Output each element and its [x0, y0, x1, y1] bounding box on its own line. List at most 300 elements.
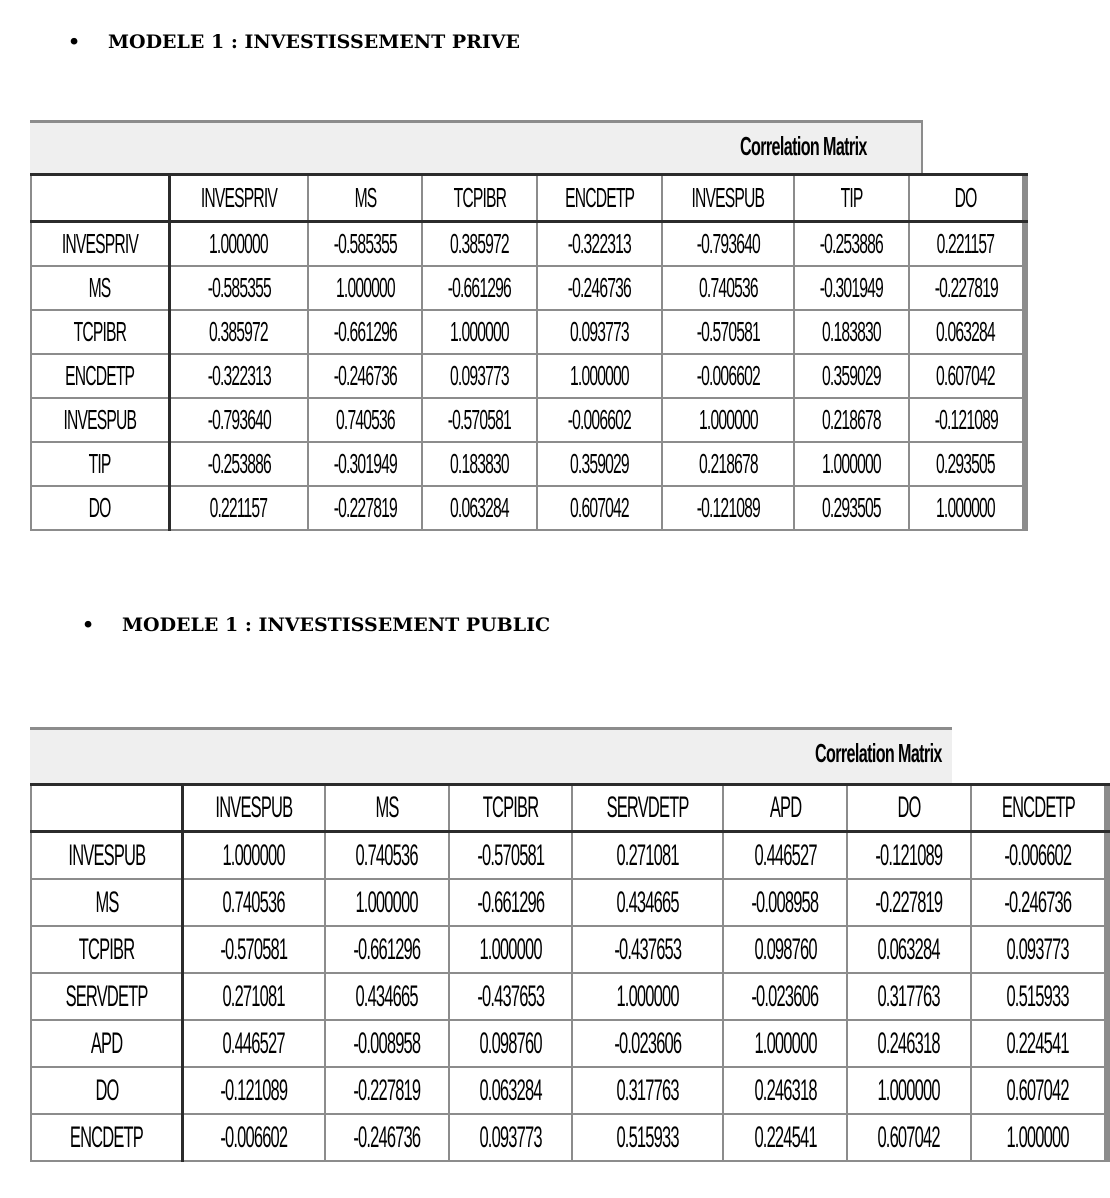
correlation-cell — [723, 1114, 847, 1161]
column-header-text: MS — [354, 182, 376, 213]
row-header-text: TCPIBR — [78, 932, 135, 966]
correlation-cell-text: -0.585355 — [207, 272, 271, 303]
correlation-cell-text: -0.121089 — [934, 404, 998, 435]
correlation-cell-text: -0.570581 — [220, 932, 288, 966]
correlation-cell — [537, 442, 662, 486]
correlation-cell-text: 0.293505 — [936, 448, 996, 479]
correlation-cell-text: 1.000000 — [936, 492, 996, 523]
correlation-cell — [537, 222, 662, 267]
correlation-cell-text: 0.359029 — [570, 448, 629, 479]
correlation-cell — [909, 442, 1024, 486]
column-header — [723, 785, 847, 832]
correlation-cell — [308, 398, 423, 442]
correlation-cell-text: 1.000000 — [1006, 1120, 1070, 1154]
correlation-cell — [847, 832, 971, 880]
correlation-cell-text: 0.183830 — [821, 316, 881, 347]
correlation-cell — [183, 832, 325, 880]
correlation-matrix-panel-public — [30, 727, 1075, 1162]
correlation-cell-text: 0.271081 — [616, 838, 679, 872]
correlation-cell-text: -0.661296 — [353, 932, 421, 966]
correlation-cell-text: 0.221157 — [210, 492, 268, 523]
heading-text: MODELE 1 : INVESTISSEMENT PRIVE — [108, 31, 521, 53]
correlation-cell-text: 0.224541 — [754, 1120, 817, 1154]
correlation-cell — [325, 832, 449, 880]
column-header-text: INVESPRIV — [200, 182, 277, 213]
column-header-text: INVESPUB — [215, 791, 293, 824]
correlation-cell-text: -0.227819 — [353, 1073, 421, 1107]
heading-text: MODELE 1 : INVESTISSEMENT PUBLIC — [122, 614, 551, 636]
correlation-cell — [449, 832, 573, 880]
correlation-cell — [662, 266, 794, 310]
correlation-cell-text: 0.224541 — [1006, 1026, 1070, 1060]
correlation-cell-text: 1.000000 — [335, 272, 395, 303]
correlation-cell — [572, 879, 723, 926]
table-row — [31, 266, 1027, 310]
correlation-cell — [909, 222, 1024, 267]
empty-cell — [1025, 310, 1027, 354]
correlation-cell — [662, 442, 794, 486]
row-header-text: APD — [90, 1026, 123, 1060]
correlation-cell-text: 1.000000 — [698, 404, 758, 435]
empty-cell — [1025, 442, 1027, 486]
correlation-cell — [572, 1067, 723, 1114]
correlation-cell — [183, 1114, 325, 1161]
column-header — [169, 175, 307, 222]
correlation-cell-text: 1.000000 — [479, 932, 542, 966]
correlation-cell-text: 0.607042 — [1006, 1073, 1070, 1107]
correlation-cell — [723, 1020, 847, 1067]
table-row — [31, 398, 1027, 442]
correlation-cell-text: 1.000000 — [616, 979, 679, 1013]
column-header-text: APD — [769, 791, 801, 824]
correlation-cell — [325, 973, 449, 1020]
correlation-cell-text: 0.271081 — [222, 979, 286, 1013]
correlation-cell-text: 0.446527 — [222, 1026, 286, 1060]
column-header-text: MS — [375, 791, 399, 824]
correlation-cell — [422, 222, 537, 267]
correlation-cell-text: 0.293505 — [821, 492, 881, 523]
correlation-cell-text: -0.006602 — [220, 1120, 288, 1154]
correlation-cell — [169, 310, 307, 354]
correlation-cell-text: 0.607042 — [570, 492, 629, 523]
correlation-cell-text: 0.607042 — [936, 360, 996, 391]
correlation-cell — [662, 398, 794, 442]
correlation-cell — [325, 879, 449, 926]
row-header-text: INVESPUB — [63, 404, 137, 435]
correlation-cell — [422, 310, 537, 354]
row-header — [31, 973, 183, 1020]
correlation-cell-text: -0.227819 — [875, 885, 943, 919]
empty-cell — [1107, 879, 1109, 926]
correlation-cell-text: 0.093773 — [570, 316, 629, 347]
empty-cell — [1107, 1067, 1109, 1114]
correlation-cell-text: 0.740536 — [698, 272, 758, 303]
correlation-cell — [308, 310, 423, 354]
correlation-cell-text: 0.246318 — [877, 1026, 940, 1060]
correlation-cell — [308, 354, 423, 398]
row-header — [31, 222, 169, 267]
correlation-cell — [308, 442, 423, 486]
correlation-cell-text: -0.246736 — [1004, 885, 1072, 919]
correlation-cell — [794, 442, 909, 486]
correlation-cell-text: 0.385972 — [450, 228, 510, 259]
correlation-cell-text: -0.006602 — [568, 404, 632, 435]
column-header — [847, 785, 971, 832]
correlation-cell-text: -0.661296 — [476, 885, 544, 919]
row-header — [31, 1114, 183, 1161]
correlation-cell — [449, 926, 573, 973]
row-header-text: TCPIBR — [73, 316, 127, 347]
correlation-cell — [183, 879, 325, 926]
correlation-cell — [723, 832, 847, 880]
correlation-cell — [971, 1114, 1106, 1161]
table-row — [31, 310, 1027, 354]
correlation-cell-text: 0.093773 — [450, 360, 510, 391]
correlation-cell — [971, 879, 1106, 926]
column-header — [794, 175, 909, 222]
correlation-cell-text: -0.301949 — [819, 272, 883, 303]
correlation-cell — [572, 973, 723, 1020]
correlation-cell — [572, 832, 723, 880]
table-row — [31, 926, 1109, 973]
section-heading-prive — [68, 31, 520, 53]
correlation-cell-text: 0.218678 — [698, 448, 758, 479]
correlation-cell-text: 0.063284 — [450, 492, 510, 523]
table-row — [31, 354, 1027, 398]
correlation-cell — [847, 1114, 971, 1161]
header-row — [31, 785, 1109, 832]
correlation-cell-text: -0.793640 — [696, 228, 760, 259]
matrix-title: Correlation Matrix — [740, 131, 867, 161]
correlation-cell — [662, 310, 794, 354]
table-row — [31, 486, 1027, 530]
correlation-cell-text: -0.661296 — [333, 316, 397, 347]
correlation-cell-text: 0.446527 — [754, 838, 817, 872]
matrix-title-bar — [30, 120, 923, 173]
correlation-cell — [169, 222, 307, 267]
row-header — [31, 1067, 183, 1114]
correlation-cell-text: 0.740536 — [355, 838, 418, 872]
correlation-cell — [847, 1020, 971, 1067]
correlation-cell — [723, 879, 847, 926]
correlation-cell — [449, 879, 573, 926]
empty-cell — [1025, 354, 1027, 398]
correlation-cell-text: -0.246736 — [333, 360, 397, 391]
correlation-cell-text: 0.740536 — [335, 404, 395, 435]
column-header — [971, 785, 1106, 832]
correlation-cell — [325, 1114, 449, 1161]
correlation-cell — [169, 398, 307, 442]
correlation-cell-text: -0.570581 — [448, 404, 512, 435]
correlation-cell-text: 1.000000 — [222, 838, 286, 872]
correlation-cell — [325, 1067, 449, 1114]
column-header — [422, 175, 537, 222]
matrix-title-bar — [30, 727, 952, 783]
correlation-cell-text: -0.570581 — [476, 838, 544, 872]
empty-cell — [1107, 1114, 1109, 1161]
correlation-cell — [572, 1114, 723, 1161]
empty-cell — [1107, 926, 1109, 973]
correlation-cell-text: -0.253886 — [819, 228, 883, 259]
row-header-text: TIP — [89, 448, 111, 479]
row-header — [31, 442, 169, 486]
correlation-cell-text: -0.570581 — [696, 316, 760, 347]
table-row — [31, 222, 1027, 267]
correlation-cell-text: 0.098760 — [754, 932, 817, 966]
correlation-cell-text: 1.000000 — [877, 1073, 940, 1107]
correlation-cell — [794, 222, 909, 267]
correlation-cell-text: 0.740536 — [222, 885, 286, 919]
correlation-cell-text: -0.006602 — [1004, 838, 1072, 872]
row-header-text: MS — [95, 885, 119, 919]
correlation-cell-text: 0.246318 — [754, 1073, 817, 1107]
correlation-cell-text: 0.063284 — [936, 316, 996, 347]
correlation-cell — [662, 222, 794, 267]
correlation-cell-text: -0.585355 — [333, 228, 397, 259]
correlation-cell — [422, 486, 537, 530]
correlation-cell — [662, 354, 794, 398]
correlation-cell-text: -0.023606 — [614, 1026, 682, 1060]
column-header-text: INVESPUB — [691, 182, 765, 213]
correlation-cell — [422, 266, 537, 310]
correlation-cell-text: 1.000000 — [570, 360, 629, 391]
correlation-cell — [422, 354, 537, 398]
correlation-cell-text: -0.227819 — [333, 492, 397, 523]
correlation-cell-text: -0.008958 — [751, 885, 819, 919]
header-row — [31, 175, 1027, 222]
correlation-cell-text: -0.121089 — [220, 1073, 288, 1107]
row-header-text: INVESPUB — [68, 838, 146, 872]
correlation-cell-text: -0.023606 — [751, 979, 819, 1013]
correlation-cell — [183, 1020, 325, 1067]
correlation-cell — [794, 310, 909, 354]
correlation-cell-text: -0.008958 — [353, 1026, 421, 1060]
correlation-cell-text: 0.317763 — [877, 979, 940, 1013]
correlation-cell — [971, 973, 1106, 1020]
column-header — [449, 785, 573, 832]
correlation-cell — [183, 973, 325, 1020]
column-header-text: SERVDETP — [606, 791, 689, 824]
correlation-cell-text: -0.006602 — [696, 360, 760, 391]
correlation-cell — [847, 879, 971, 926]
correlation-cell — [971, 926, 1106, 973]
correlation-cell — [794, 266, 909, 310]
correlation-cell — [847, 1067, 971, 1114]
correlation-cell — [537, 354, 662, 398]
correlation-cell — [847, 973, 971, 1020]
correlation-cell-text: -0.121089 — [875, 838, 943, 872]
column-header-text: TIP — [840, 182, 863, 213]
correlation-cell-text: 1.000000 — [754, 1026, 817, 1060]
correlation-cell-text: -0.322313 — [568, 228, 632, 259]
correlation-cell — [169, 354, 307, 398]
table-row — [31, 1020, 1109, 1067]
correlation-cell — [723, 926, 847, 973]
row-header-text: ENCDETP — [65, 360, 135, 391]
correlation-cell — [537, 266, 662, 310]
correlation-cell-text: 1.000000 — [821, 448, 881, 479]
correlation-cell — [794, 398, 909, 442]
correlation-table-prive — [30, 173, 1028, 531]
column-header — [572, 785, 723, 832]
empty-cell — [1025, 175, 1027, 222]
column-header — [325, 785, 449, 832]
correlation-cell — [909, 398, 1024, 442]
correlation-cell-text: -0.322313 — [207, 360, 271, 391]
correlation-cell-text: -0.661296 — [448, 272, 512, 303]
correlation-table-public — [30, 783, 1110, 1162]
correlation-cell-text: 0.434665 — [355, 979, 418, 1013]
table-row — [31, 879, 1109, 926]
correlation-cell — [183, 1067, 325, 1114]
correlation-cell — [794, 354, 909, 398]
column-header — [537, 175, 662, 222]
correlation-cell — [909, 354, 1024, 398]
correlation-cell-text: 0.317763 — [616, 1073, 679, 1107]
row-header — [31, 1020, 183, 1067]
column-header — [308, 175, 423, 222]
column-header — [183, 785, 325, 832]
empty-cell — [1107, 973, 1109, 1020]
correlation-cell-text: -0.227819 — [934, 272, 998, 303]
correlation-cell — [449, 1020, 573, 1067]
correlation-cell — [909, 310, 1024, 354]
corner-cell — [31, 175, 169, 222]
correlation-cell — [308, 486, 423, 530]
correlation-matrix-panel-prive — [30, 120, 998, 531]
column-header-text: DO — [954, 182, 977, 213]
bullet-icon: • — [82, 614, 95, 636]
row-header — [31, 926, 183, 973]
correlation-cell — [971, 832, 1106, 880]
correlation-cell-text: 0.098760 — [479, 1026, 542, 1060]
correlation-cell — [449, 1114, 573, 1161]
table-row — [31, 1114, 1109, 1161]
correlation-cell — [662, 486, 794, 530]
correlation-cell-text: -0.253886 — [207, 448, 271, 479]
correlation-cell-text: 0.093773 — [1006, 932, 1070, 966]
section-heading-public — [82, 614, 550, 636]
row-header — [31, 266, 169, 310]
correlation-cell — [909, 266, 1024, 310]
column-header — [662, 175, 794, 222]
correlation-cell-text: 0.515933 — [616, 1120, 679, 1154]
column-header-text: TCPIBR — [453, 182, 506, 213]
corner-cell — [31, 785, 183, 832]
correlation-cell — [794, 486, 909, 530]
row-header — [31, 879, 183, 926]
correlation-cell-text: -0.437653 — [476, 979, 544, 1013]
row-header-text: DO — [89, 492, 111, 523]
correlation-cell — [422, 398, 537, 442]
correlation-cell-text: -0.246736 — [353, 1120, 421, 1154]
row-header — [31, 310, 169, 354]
correlation-cell — [169, 486, 307, 530]
correlation-cell-text: 0.183830 — [450, 448, 510, 479]
correlation-cell — [449, 1067, 573, 1114]
row-header — [31, 354, 169, 398]
row-header — [31, 398, 169, 442]
table-row — [31, 442, 1027, 486]
correlation-cell-text: 0.359029 — [821, 360, 881, 391]
row-header — [31, 486, 169, 530]
correlation-cell — [537, 398, 662, 442]
bullet-icon: • — [68, 31, 81, 53]
correlation-cell-text: 0.063284 — [479, 1073, 542, 1107]
correlation-cell-text: 0.385972 — [209, 316, 269, 347]
correlation-cell — [909, 486, 1024, 530]
correlation-cell — [723, 973, 847, 1020]
correlation-cell-text: 0.434665 — [616, 885, 679, 919]
correlation-cell-text: 0.063284 — [877, 932, 940, 966]
empty-cell — [1107, 832, 1109, 880]
empty-cell — [1025, 486, 1027, 530]
column-header-text: DO — [897, 791, 921, 824]
correlation-cell-text: -0.301949 — [333, 448, 397, 479]
row-header-text: MS — [89, 272, 111, 303]
correlation-cell — [449, 973, 573, 1020]
correlation-cell — [169, 266, 307, 310]
correlation-cell-text: -0.437653 — [614, 932, 682, 966]
correlation-cell — [572, 926, 723, 973]
empty-cell — [1025, 266, 1027, 310]
correlation-cell — [971, 1020, 1106, 1067]
correlation-cell-text: 1.000000 — [355, 885, 418, 919]
table-row — [31, 1067, 1109, 1114]
row-header-text: ENCDETP — [70, 1120, 144, 1154]
correlation-cell-text: 0.607042 — [877, 1120, 940, 1154]
column-header-text: ENCDETP — [565, 182, 635, 213]
correlation-cell — [847, 926, 971, 973]
correlation-cell — [308, 222, 423, 267]
correlation-cell-text: -0.793640 — [207, 404, 271, 435]
correlation-cell — [723, 1067, 847, 1114]
empty-cell — [1025, 222, 1027, 267]
correlation-cell-text: 1.000000 — [209, 228, 269, 259]
matrix-title: Correlation Matrix — [815, 738, 942, 768]
row-header-text: INVESPRIV — [61, 228, 138, 259]
correlation-cell — [572, 1020, 723, 1067]
empty-cell — [1025, 398, 1027, 442]
table-row — [31, 832, 1109, 880]
column-header — [909, 175, 1024, 222]
correlation-cell — [422, 442, 537, 486]
correlation-cell — [169, 442, 307, 486]
row-header-text: SERVDETP — [65, 979, 148, 1013]
correlation-cell — [308, 266, 423, 310]
row-header-text: DO — [95, 1073, 119, 1107]
correlation-cell — [325, 1020, 449, 1067]
correlation-cell — [537, 486, 662, 530]
correlation-cell-text: -0.246736 — [568, 272, 632, 303]
correlation-cell-text: 0.218678 — [821, 404, 881, 435]
correlation-cell — [325, 926, 449, 973]
correlation-cell-text: 1.000000 — [450, 316, 510, 347]
correlation-cell — [537, 310, 662, 354]
column-header-text: ENCDETP — [1001, 791, 1075, 824]
correlation-cell-text: 0.515933 — [1006, 979, 1070, 1013]
correlation-cell-text: -0.121089 — [696, 492, 760, 523]
correlation-cell-text: 0.221157 — [937, 228, 995, 259]
empty-cell — [1107, 1020, 1109, 1067]
row-header — [31, 832, 183, 880]
table-row — [31, 973, 1109, 1020]
empty-cell — [1107, 785, 1109, 832]
column-header-text: TCPIBR — [482, 791, 539, 824]
correlation-cell-text: 0.093773 — [479, 1120, 542, 1154]
correlation-cell — [971, 1067, 1106, 1114]
correlation-cell — [183, 926, 325, 973]
